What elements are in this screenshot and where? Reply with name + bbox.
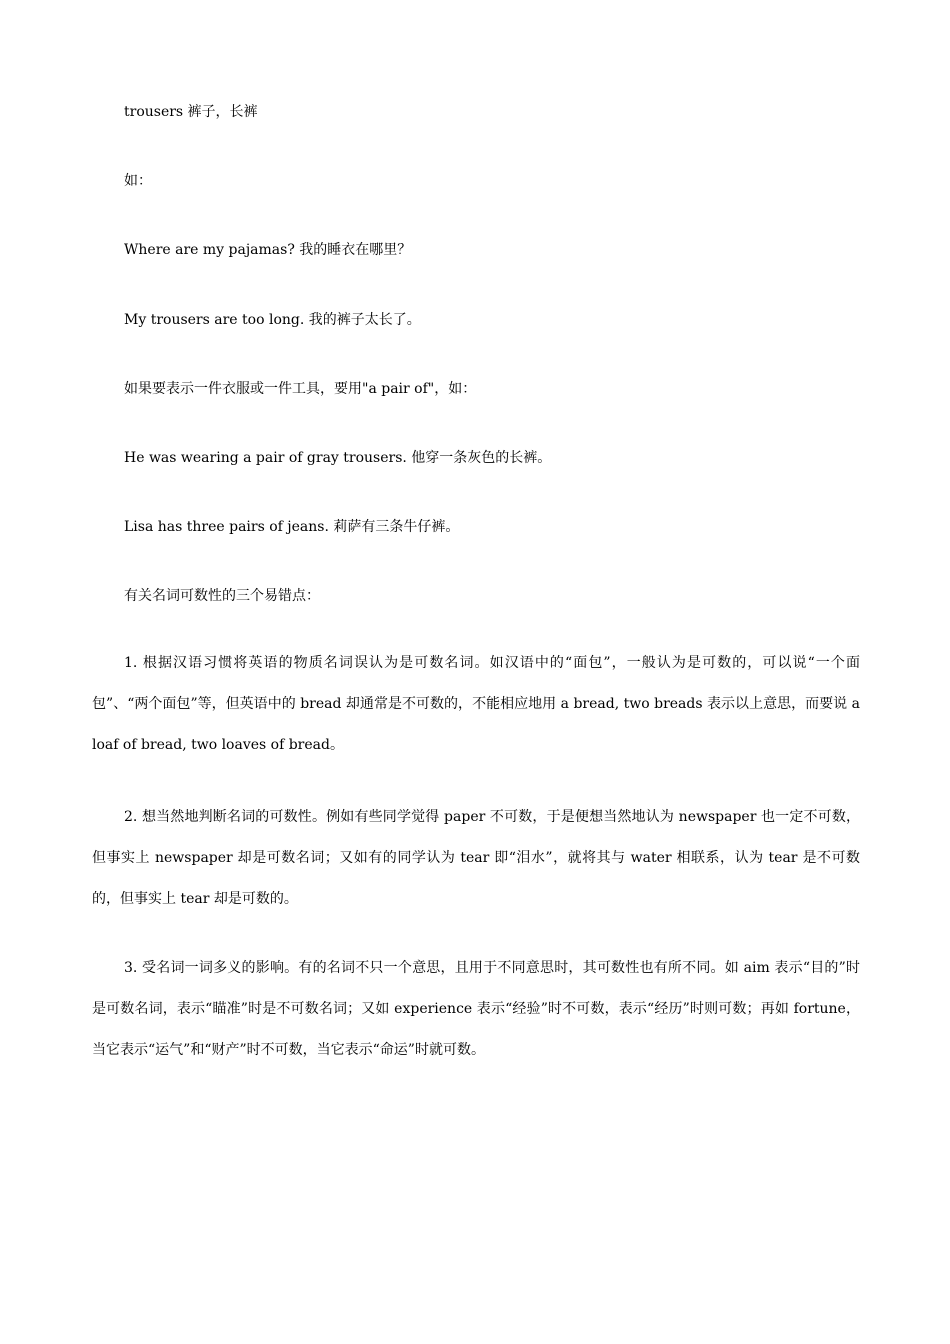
text-line-jeans: Lisa has three pairs of jeans. 莉萨有三条牛仔裤。 bbox=[124, 519, 460, 535]
paragraph-point-2: 2. 想当然地判断名词的可数性。例如有些同学觉得 paper 不可数，于是便想当然地认为 newspaper 也一定不可数，但事实上 newspaper 却是可数名词；又如有的同学认为 tear 即“泪水”，就将其与 water 相联系，认为 tear 是不可数的，但事实上 tear 却是可数的。 bbox=[92, 809, 860, 907]
text-line-example-intro: 如： bbox=[124, 173, 152, 189]
text-line-trousers: trousers 裤子，长裤 bbox=[124, 104, 258, 120]
text-line-pajamas: Where are my pajamas? 我的睡衣在哪里？ bbox=[124, 242, 412, 258]
text-line-a-pair-of: 如果要表示一件衣服或一件工具，要用"a pair of"，如： bbox=[124, 381, 477, 397]
text-line-trousers-long: My trousers are too long. 我的裤子太长了。 bbox=[124, 312, 421, 328]
paragraph-point-1: 1. 根据汉语习惯将英语的物质名词误认为是可数名词。如汉语中的“面包”，一般认为是可数的，可以说“一个面包”、“两个面包”等，但英语中的 bread 却通常是不可数的，不能相应地用 a bread, two breads 表示以上意思，而要说 a loaf of bread, two loaves of bread。 bbox=[92, 655, 860, 753]
paragraph-point-3: 3. 受名词一词多义的影响。有的名词不只一个意思，且用于不同意思时，其可数性也有所不同。如 aim 表示“目的”时是可数名词，表示“瞄准”时是不可数名词；又如 experience 表示“经验”时不可数，表示“经历”时则可数；再如 fortune，当它表示“运气”和“财产”时不可数，当它表示“命运”时就可数。 bbox=[92, 960, 860, 1058]
section-heading-error-points: 有关名词可数性的三个易错点： bbox=[124, 588, 320, 604]
text-line-gray-trousers: He was wearing a pair of gray trousers. 他穿一条灰色的长裤。 bbox=[124, 450, 552, 466]
